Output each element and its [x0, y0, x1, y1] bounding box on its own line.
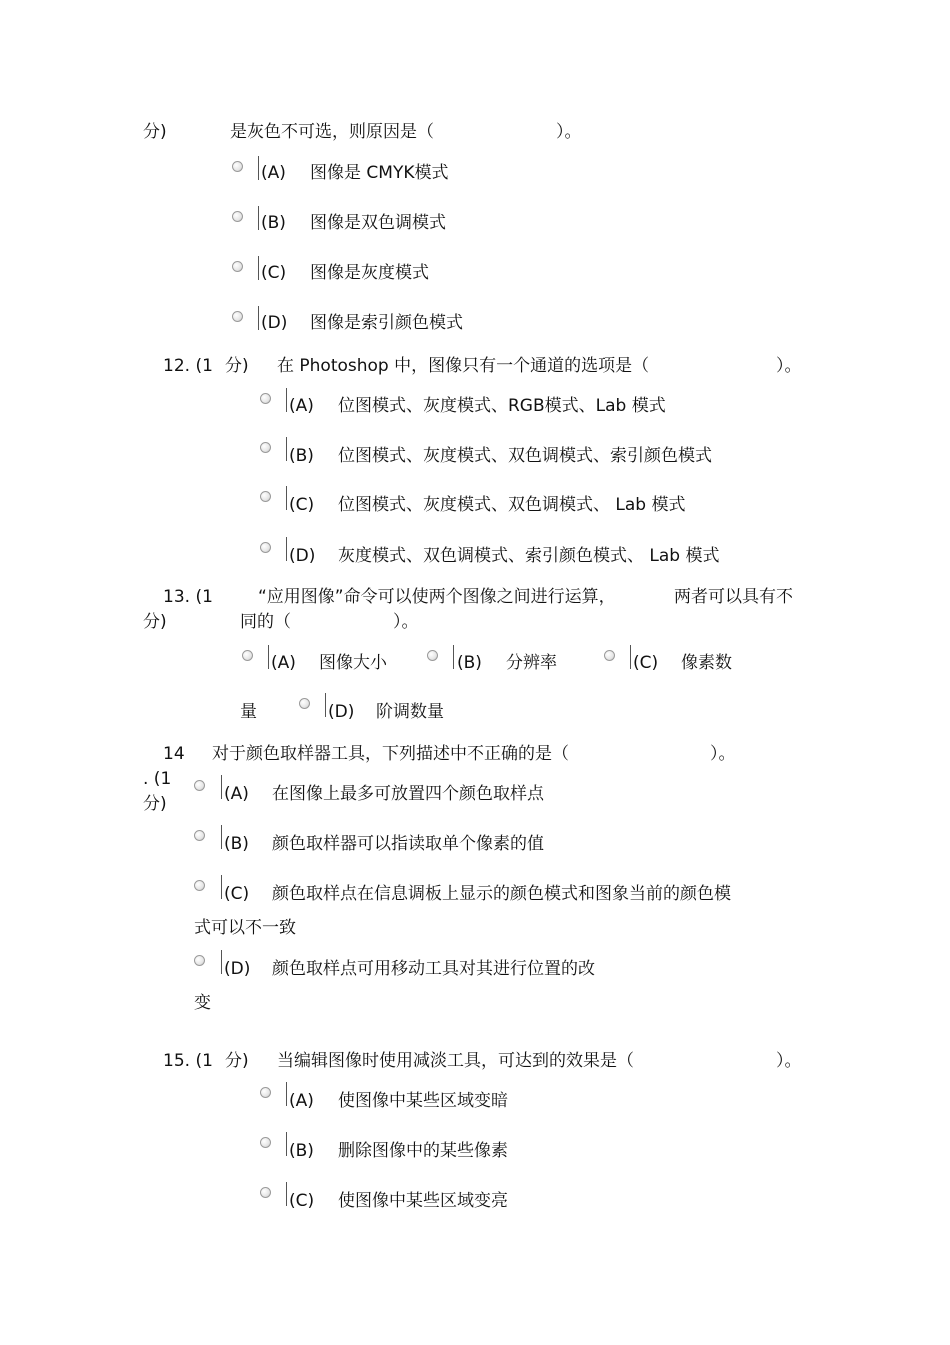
q14-stem-end: ）。: [710, 744, 736, 764]
q11-radio-a[interactable]: [232, 161, 243, 172]
q11-option-d-text: 图像是索引颜色模式: [310, 313, 463, 333]
q14-radio-b[interactable]: [194, 830, 205, 841]
q12-option-c-letter: (C): [289, 495, 315, 515]
divider: [221, 875, 222, 899]
divider: [258, 306, 259, 330]
divider: [286, 388, 287, 412]
q11-option-d-letter: (D): [261, 313, 288, 333]
q13-option-a-letter: (A): [271, 653, 296, 673]
q11-stem-end: ）。: [556, 122, 582, 142]
q14-option-b-letter: (B): [224, 834, 249, 854]
q13-stem-end: ）。: [393, 612, 419, 632]
q12-radio-b[interactable]: [260, 442, 271, 453]
divider: [268, 645, 269, 669]
q14-option-c-wrap: 式可以不一致: [194, 918, 296, 938]
q14-option-c-letter: (C): [224, 884, 250, 904]
q14-stem: 对于颜色取样器工具，下列描述中不正确的是（: [212, 744, 569, 764]
q14-option-c-text: 颜色取样点在信息调板上显示的颜色模式和图象当前的颜色模: [272, 884, 731, 904]
q12-radio-c[interactable]: [260, 491, 271, 502]
q11-option-b-letter: (B): [261, 213, 286, 233]
q11-option-c-text: 图像是灰度模式: [310, 263, 429, 283]
q14-option-a-text: 在图像上最多可放置四个颜色取样点: [272, 784, 544, 804]
q14-number-b: . (1: [143, 769, 172, 789]
q14-score: 分): [143, 794, 167, 814]
q12-option-a-letter: (A): [289, 396, 314, 416]
q11-score: 分): [143, 122, 167, 142]
divider: [286, 486, 287, 510]
q15-radio-c[interactable]: [260, 1187, 271, 1198]
q13-stem-line2: 同的（: [240, 612, 291, 632]
q11-radio-b[interactable]: [232, 211, 243, 222]
q13-option-c-text: 像素数: [681, 653, 732, 673]
q12-option-d-text: 灰度模式、双色调模式、索引颜色模式、 Lab 模式: [338, 546, 720, 566]
q15-stem: 当编辑图像时使用减淡工具，可达到的效果是（: [277, 1051, 634, 1071]
q15-score: 分): [225, 1051, 249, 1071]
divider: [286, 1082, 287, 1106]
divider: [325, 693, 326, 717]
divider: [221, 950, 222, 974]
q14-radio-c[interactable]: [194, 880, 205, 891]
q14-option-d-text: 颜色取样点可用移动工具对其进行位置的改: [272, 959, 595, 979]
q11-radio-c[interactable]: [232, 261, 243, 272]
q15-radio-b[interactable]: [260, 1137, 271, 1148]
q12-stem: 在 Photoshop 中，图像只有一个通道的选项是（: [277, 356, 650, 376]
q11-stem: 是灰色不可选，则原因是（: [230, 122, 434, 142]
q14-radio-d[interactable]: [194, 955, 205, 966]
q15-option-c-text: 使图像中某些区域变亮: [338, 1191, 508, 1211]
q13-stem-line1: “应用图像”命令可以使两个图像之间进行运算，: [258, 587, 616, 607]
q14-number: 14: [163, 744, 185, 764]
q12-radio-a[interactable]: [260, 393, 271, 404]
divider: [221, 825, 222, 849]
q13-option-b-text: 分辨率: [506, 653, 557, 673]
q11-option-a-letter: (A): [261, 163, 286, 183]
q15-radio-a[interactable]: [260, 1087, 271, 1098]
q11-option-b-text: 图像是双色调模式: [310, 213, 446, 233]
q13-radio-d[interactable]: [299, 698, 310, 709]
q14-option-d-letter: (D): [224, 959, 251, 979]
q15-stem-end: ）。: [776, 1051, 802, 1071]
q11-radio-d[interactable]: [232, 311, 243, 322]
q12-option-c-text: 位图模式、灰度模式、双色调模式、 Lab 模式: [338, 495, 686, 515]
q13-number: 13. (1: [163, 587, 213, 607]
q15-number: 15. (1: [163, 1051, 213, 1071]
q13-option-c-wrap: 量: [240, 702, 257, 722]
q13-radio-a[interactable]: [242, 650, 253, 661]
q15-option-c-letter: (C): [289, 1191, 315, 1211]
q12-score: 分): [225, 356, 249, 376]
q15-option-a-text: 使图像中某些区域变暗: [338, 1091, 508, 1111]
q12-option-d-letter: (D): [289, 546, 316, 566]
divider: [221, 775, 222, 799]
q11-option-a-text: 图像是 CMYK模式: [310, 163, 449, 183]
q12-option-b-text: 位图模式、灰度模式、双色调模式、索引颜色模式: [338, 446, 712, 466]
q14-option-d-wrap: 变: [194, 993, 211, 1013]
q13-option-d-text: 阶调数量: [376, 702, 444, 722]
q15-option-b-letter: (B): [289, 1141, 314, 1161]
q13-score: 分): [143, 612, 167, 632]
divider: [258, 206, 259, 230]
q12-option-a-text: 位图模式、灰度模式、RGB模式、Lab 模式: [338, 396, 666, 416]
q14-radio-a[interactable]: [194, 780, 205, 791]
q13-radio-c[interactable]: [604, 650, 615, 661]
q11-option-c-letter: (C): [261, 263, 287, 283]
q13-stem-line1b: 两者可以具有不: [674, 587, 793, 607]
q13-option-c-letter: (C): [633, 653, 659, 673]
divider: [286, 437, 287, 461]
q14-option-a-letter: (A): [224, 784, 249, 804]
divider: [258, 156, 259, 180]
q15-option-a-letter: (A): [289, 1091, 314, 1111]
divider: [258, 256, 259, 280]
q15-option-b-text: 删除图像中的某些像素: [338, 1141, 508, 1161]
divider: [630, 645, 631, 669]
q14-option-b-text: 颜色取样器可以指读取单个像素的值: [272, 834, 544, 854]
q13-option-a-text: 图像大小: [319, 653, 387, 673]
q12-radio-d[interactable]: [260, 542, 271, 553]
q13-option-b-letter: (B): [457, 653, 482, 673]
divider: [286, 537, 287, 561]
divider: [453, 645, 454, 669]
q12-stem-end: ）。: [776, 356, 802, 376]
q13-radio-b[interactable]: [427, 650, 438, 661]
q12-option-b-letter: (B): [289, 446, 314, 466]
q13-option-d-letter: (D): [328, 702, 355, 722]
q12-number: 12. (1: [163, 356, 213, 376]
divider: [286, 1132, 287, 1156]
divider: [286, 1182, 287, 1206]
